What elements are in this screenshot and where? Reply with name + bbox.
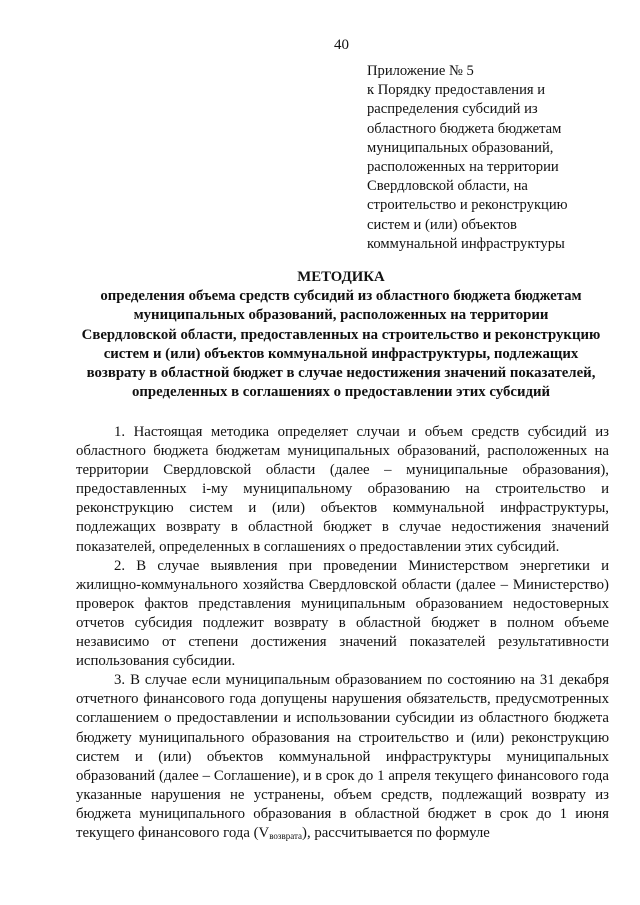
- document-title: [70, 268, 612, 402]
- paragraph-3: [76, 671, 609, 846]
- paragraph-1: 1. Настоящая методика определяет случаи и объем средств субсидий из областного бюджета бюджетам муниципальных образований, расположенных на территории Свердловской области (далее – муниципальные образования), предоставленных i-му муниципальному образованию на строительство и реконструкцию систем и (или) объектов коммунальной инфраструктуры, подлежащих возврату в областной бюджет в случае недостижения значений показателей, определенных в соглашениях о предоставлении этих субсидий.: [76, 424, 609, 555]
- paragraph-3-ending: ), рассчитывается по формуле: [302, 824, 490, 841]
- formula-variable: V: [258, 824, 270, 841]
- title-line: возврату в областной бюджет в случае недостижения значений показателей,: [86, 365, 596, 382]
- paragraph-2: 2. В случае выявления при проведении Министерством энергетики и жилищно-коммунального хозяйства Свердловской области (далее – Министерство) проверок фактов представления муниципальным образованием недостоверных отчетов субсидия подлежит возврату в областной бюджет в полном объеме независимо от степени достижения значений показателей результативности использования субсидии.: [76, 557, 609, 670]
- appendix-line: Приложение № 5: [367, 63, 474, 79]
- appendix-line: муниципальных образований,: [367, 139, 554, 156]
- appendix-line: к Порядку предоставления и: [367, 82, 546, 99]
- appendix-line: коммунальной инфраструктуры: [367, 235, 565, 252]
- appendix-line: Свердловской области, на: [367, 178, 528, 195]
- document-body: [76, 423, 609, 846]
- appendix-line: распределения субсидий из: [367, 101, 538, 118]
- title-line: муниципальных образований, расположенных на территории: [133, 307, 549, 324]
- title-line: определения объема средств субсидий из областного бюджета бюджетам: [100, 288, 582, 305]
- formula-subscript: возврата: [269, 830, 303, 841]
- appendix-line: систем и (или) объектов: [367, 216, 517, 233]
- title-line: Свердловской области, предоставленных на строительство и реконструкцию: [81, 326, 601, 343]
- paragraph-3-text: 3. В случае если муниципальным образованием по состоянию на 31 декабря отчетного финансового года допущены нарушения обязательств, предусмотренных соглашением о предоставлении и использовании субсидии из областного бюджета бюджету муниципального образования на строительство и (или) реконструкцию систем и (или) объектов коммунальной инфраструктуры муниципальных образований (далее – Соглашение), и в срок до 1 апреля текущего финансового года указанные нарушения не устранены, объем средств, подлежащий возврату из бюджета муниципального образования в областной бюджет в срок до 1 июня текущего финансового года (: [76, 672, 609, 841]
- appendix-line: расположенных на территории: [367, 159, 559, 176]
- appendix-line: строительство и реконструкцию: [367, 197, 568, 214]
- page-number: 40: [334, 37, 349, 53]
- title-line: систем и (или) объектов коммунальной инфраструктуры, подлежащих: [103, 345, 579, 362]
- title-heading: МЕТОДИКА: [297, 269, 385, 285]
- appendix-note: [367, 62, 607, 254]
- appendix-line: областного бюджета бюджетам: [367, 120, 562, 137]
- title-line: определенных в соглашениях о предоставлении этих субсидий: [131, 384, 551, 401]
